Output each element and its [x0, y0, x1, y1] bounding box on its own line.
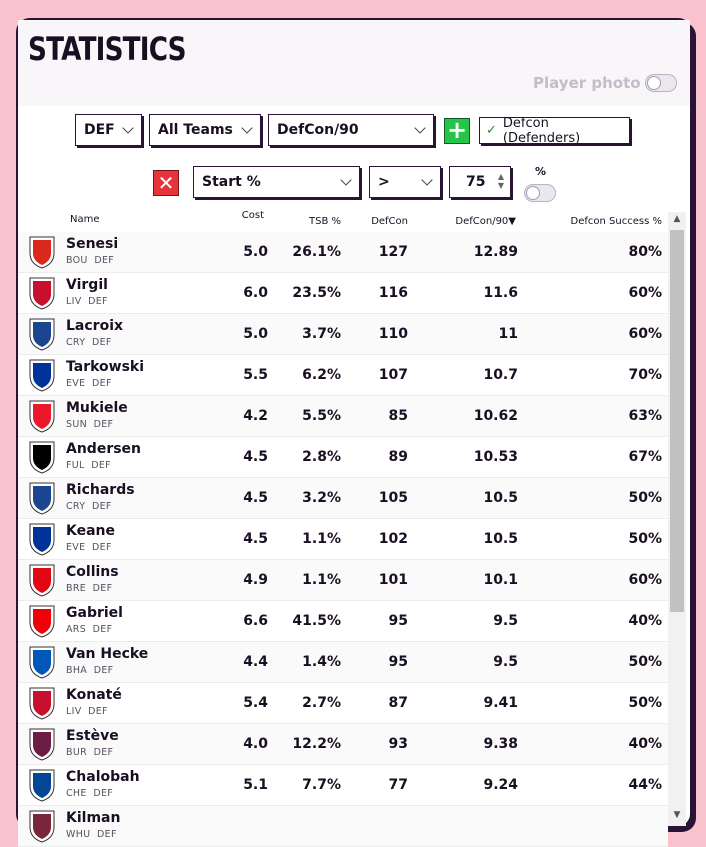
- condition-field-select[interactable]: [193, 166, 360, 198]
- player-meta: [66, 542, 112, 553]
- cell-tsb: 1.1%: [302, 572, 341, 588]
- cell-defcon: 102: [378, 531, 408, 547]
- cell-success: 60%: [628, 326, 662, 342]
- player-team: LIV: [66, 706, 82, 717]
- player-name: Mukiele: [66, 400, 128, 416]
- defcon-defenders-chip[interactable]: [479, 117, 630, 144]
- player-meta: [66, 460, 111, 471]
- cell-defcon90: 9.5: [493, 613, 518, 629]
- table-row[interactable]: [18, 519, 668, 560]
- player-team: EVE: [66, 378, 86, 389]
- player-name: Van Hecke: [66, 646, 149, 662]
- team-crest-icon: [26, 358, 58, 392]
- player-team: BRE: [66, 583, 87, 594]
- table-row[interactable]: [18, 314, 668, 355]
- player-meta: [66, 296, 108, 307]
- player-meta: [66, 583, 112, 594]
- header-cost[interactable]: Cost: [241, 210, 264, 221]
- cell-tsb: 41.5%: [292, 613, 341, 629]
- team-crest-icon: [26, 604, 58, 638]
- cell-cost: 6.0: [243, 285, 268, 301]
- table-row[interactable]: [18, 273, 668, 314]
- player-position: DEF: [92, 542, 112, 553]
- table-row[interactable]: [18, 437, 668, 478]
- cell-defcon90: 10.7: [483, 367, 518, 383]
- player-meta: [66, 829, 117, 840]
- chevron-down-icon: [340, 174, 351, 185]
- cell-cost: 4.2: [243, 408, 268, 424]
- cell-cost: 5.1: [243, 777, 268, 793]
- cell-cost: 5.5: [243, 367, 268, 383]
- header-tsb[interactable]: TSB %: [309, 216, 341, 227]
- player-name: Kilman: [66, 810, 121, 826]
- player-name: Virgil: [66, 277, 108, 293]
- player-name: Andersen: [66, 441, 142, 457]
- team-crest-icon: [26, 522, 58, 556]
- player-position: DEF: [97, 829, 117, 840]
- player-team: SUN: [66, 419, 87, 430]
- player-position: DEF: [91, 501, 112, 512]
- cell-cost: 5.0: [243, 244, 268, 260]
- cell-success: 67%: [628, 449, 662, 465]
- cell-defcon90: 12.89: [473, 244, 518, 260]
- cell-cost: 4.5: [243, 531, 268, 547]
- cell-tsb: 6.2%: [302, 367, 341, 383]
- table-row[interactable]: [18, 478, 668, 519]
- cell-defcon: 77: [388, 777, 408, 793]
- cell-defcon: 116: [378, 285, 408, 301]
- table-row[interactable]: [18, 642, 668, 683]
- header-success[interactable]: Defcon Success %: [570, 216, 662, 227]
- player-team: BUR: [66, 747, 87, 758]
- cell-success: 40%: [628, 736, 662, 752]
- team-crest-icon: [26, 399, 58, 433]
- cell-tsb: 5.5%: [302, 408, 341, 424]
- player-name: Lacroix: [66, 318, 124, 334]
- player-name: Richards: [66, 482, 135, 498]
- percent-toggle[interactable]: [524, 184, 556, 202]
- player-name: Estève: [66, 728, 119, 744]
- player-photo-label: Player photo: [533, 74, 641, 92]
- player-team: BOU: [66, 255, 88, 266]
- team-crest-icon: [26, 563, 58, 597]
- player-position: DEF: [93, 747, 114, 758]
- player-position: DEF: [92, 583, 113, 594]
- cell-tsb: 3.7%: [302, 326, 341, 342]
- cell-defcon: 95: [388, 654, 408, 670]
- threshold-input[interactable]: [449, 166, 511, 198]
- cell-defcon: 107: [378, 367, 408, 383]
- scrollbar-thumb[interactable]: [670, 230, 684, 612]
- cell-defcon: 89: [388, 449, 408, 465]
- player-meta: [66, 419, 113, 430]
- player-name: Chalobah: [66, 769, 140, 785]
- player-position: DEF: [94, 255, 115, 266]
- check-icon: ✓: [486, 123, 497, 138]
- chevron-down-icon: [414, 122, 425, 133]
- player-position: DEF: [92, 378, 112, 389]
- chevron-down-icon: [421, 174, 432, 185]
- cell-defcon: 127: [378, 244, 408, 260]
- player-meta: [66, 501, 112, 512]
- cell-success: 40%: [628, 613, 662, 629]
- player-position: DEF: [88, 296, 108, 307]
- cell-defcon90: 11: [498, 326, 518, 342]
- player-name: Senesi: [66, 236, 119, 252]
- team-crest-icon: [26, 276, 58, 310]
- cell-success: 63%: [628, 408, 662, 424]
- player-position: DEF: [93, 788, 114, 799]
- table-row[interactable]: [18, 232, 668, 273]
- team-crest-icon: [26, 645, 58, 679]
- cell-success: 60%: [628, 572, 662, 588]
- cell-defcon: 93: [388, 736, 408, 752]
- player-team: CRY: [66, 501, 86, 512]
- stepper-icon[interactable]: ▲ ▼: [497, 172, 505, 190]
- cell-tsb: 7.7%: [302, 777, 341, 793]
- player-team: ARS: [66, 624, 87, 635]
- remove-condition-button[interactable]: ✕: [153, 170, 179, 196]
- add-filter-button[interactable]: +: [444, 118, 470, 144]
- statistics-panel: [16, 18, 692, 840]
- cell-cost: 5.4: [243, 695, 268, 711]
- table-row[interactable]: [18, 355, 668, 396]
- table-row[interactable]: [18, 765, 668, 806]
- player-photo-toggle[interactable]: [645, 74, 677, 92]
- condition-field-value: Start %: [202, 174, 261, 190]
- scroll-down-icon[interactable]: ▼: [673, 810, 681, 820]
- cell-defcon: 101: [378, 572, 408, 588]
- player-team: BHA: [66, 665, 88, 676]
- header-name[interactable]: Name: [70, 214, 100, 225]
- cell-tsb: 26.1%: [292, 244, 341, 260]
- table-row[interactable]: [18, 806, 668, 847]
- cell-success: 50%: [628, 695, 662, 711]
- cell-cost: 4.5: [243, 449, 268, 465]
- player-team: LIV: [66, 296, 82, 307]
- player-meta: [66, 624, 112, 635]
- player-name: Gabriel: [66, 605, 123, 621]
- position-select[interactable]: [75, 114, 142, 146]
- cell-defcon: 87: [388, 695, 408, 711]
- cell-tsb: 2.7%: [302, 695, 341, 711]
- cell-tsb: 12.2%: [292, 736, 341, 752]
- player-name: Collins: [66, 564, 119, 580]
- cell-success: 50%: [628, 490, 662, 506]
- cell-cost: 4.0: [243, 736, 268, 752]
- team-crest-icon: [26, 235, 58, 269]
- team-select-value: All Teams: [158, 122, 233, 138]
- cell-success: 60%: [628, 285, 662, 301]
- player-team: WHU: [66, 829, 91, 840]
- team-crest-icon: [26, 440, 58, 474]
- cell-defcon90: 11.6: [483, 285, 518, 301]
- operator-value: >: [378, 174, 390, 190]
- player-meta: [66, 706, 108, 717]
- table-row[interactable]: [18, 724, 668, 765]
- scroll-up-icon[interactable]: ▲: [673, 214, 681, 224]
- player-position: DEF: [93, 665, 114, 676]
- team-select[interactable]: [149, 114, 261, 146]
- page-title: STATISTICS: [28, 30, 186, 68]
- cell-cost: 4.4: [243, 654, 268, 670]
- threshold-value: 75: [466, 174, 486, 190]
- header-defcon[interactable]: DefCon: [371, 216, 408, 227]
- player-meta: [66, 788, 113, 799]
- cell-cost: 4.5: [243, 490, 268, 506]
- cell-tsb: 23.5%: [292, 285, 341, 301]
- cell-success: 50%: [628, 654, 662, 670]
- cell-defcon: 105: [378, 490, 408, 506]
- cell-tsb: 3.2%: [302, 490, 341, 506]
- cell-tsb: 2.8%: [302, 449, 341, 465]
- player-meta: [66, 665, 113, 676]
- team-crest-icon: [26, 317, 58, 351]
- metric-select[interactable]: [268, 114, 434, 146]
- table-row[interactable]: [18, 396, 668, 437]
- cell-defcon: 95: [388, 613, 408, 629]
- cell-defcon90: 10.1: [483, 572, 518, 588]
- operator-select[interactable]: [369, 166, 441, 198]
- cell-defcon90: 10.53: [473, 449, 518, 465]
- chevron-down-icon: [122, 122, 133, 133]
- player-meta: [66, 747, 113, 758]
- cell-defcon: 110: [378, 326, 408, 342]
- cell-cost: 5.0: [243, 326, 268, 342]
- player-name: Tarkowski: [66, 359, 145, 375]
- position-select-value: DEF: [84, 122, 115, 138]
- team-crest-icon: [26, 727, 58, 761]
- cell-tsb: 1.4%: [302, 654, 341, 670]
- cell-defcon: 85: [388, 408, 408, 424]
- player-team: FUL: [66, 460, 85, 471]
- cell-success: 70%: [628, 367, 662, 383]
- percent-toggle-label: %: [535, 165, 547, 178]
- toggle-knob: [647, 76, 661, 90]
- player-meta: [66, 337, 112, 348]
- player-name: Konaté: [66, 687, 122, 703]
- cell-success: 50%: [628, 531, 662, 547]
- metric-select-value: DefCon/90: [277, 122, 359, 138]
- toggle-knob: [526, 186, 540, 200]
- cell-cost: 6.6: [243, 613, 268, 629]
- player-position: DEF: [91, 337, 112, 348]
- team-crest-icon: [26, 481, 58, 515]
- team-crest-icon: [26, 809, 58, 843]
- cell-defcon90: 9.24: [483, 777, 518, 793]
- cell-defcon90: 10.62: [473, 408, 518, 424]
- player-team: CHE: [66, 788, 87, 799]
- player-position: DEF: [93, 419, 114, 430]
- cell-cost: 4.9: [243, 572, 268, 588]
- player-position: DEF: [91, 460, 111, 471]
- header-defcon90[interactable]: DefCon/90▼: [455, 216, 516, 227]
- cell-success: 44%: [628, 777, 662, 793]
- cell-defcon90: 9.38: [483, 736, 518, 752]
- player-team: EVE: [66, 542, 86, 553]
- cell-tsb: 1.1%: [302, 531, 341, 547]
- chip-label: Defcon (Defenders): [502, 115, 581, 146]
- player-team: CRY: [66, 337, 86, 348]
- player-meta: [66, 255, 114, 266]
- team-crest-icon: [26, 686, 58, 720]
- table-row[interactable]: [18, 560, 668, 601]
- team-crest-icon: [26, 768, 58, 802]
- cell-defcon90: 9.41: [483, 695, 518, 711]
- chevron-down-icon: [241, 122, 252, 133]
- player-position: DEF: [92, 624, 113, 635]
- cell-defcon90: 9.5: [493, 654, 518, 670]
- player-meta: [66, 378, 112, 389]
- cell-defcon90: 10.5: [483, 531, 518, 547]
- table-row[interactable]: [18, 683, 668, 724]
- table-row[interactable]: [18, 601, 668, 642]
- cell-defcon90: 10.5: [483, 490, 518, 506]
- player-name: Keane: [66, 523, 116, 539]
- stats-table: [18, 232, 668, 840]
- player-position: DEF: [88, 706, 108, 717]
- cell-success: 80%: [628, 244, 662, 260]
